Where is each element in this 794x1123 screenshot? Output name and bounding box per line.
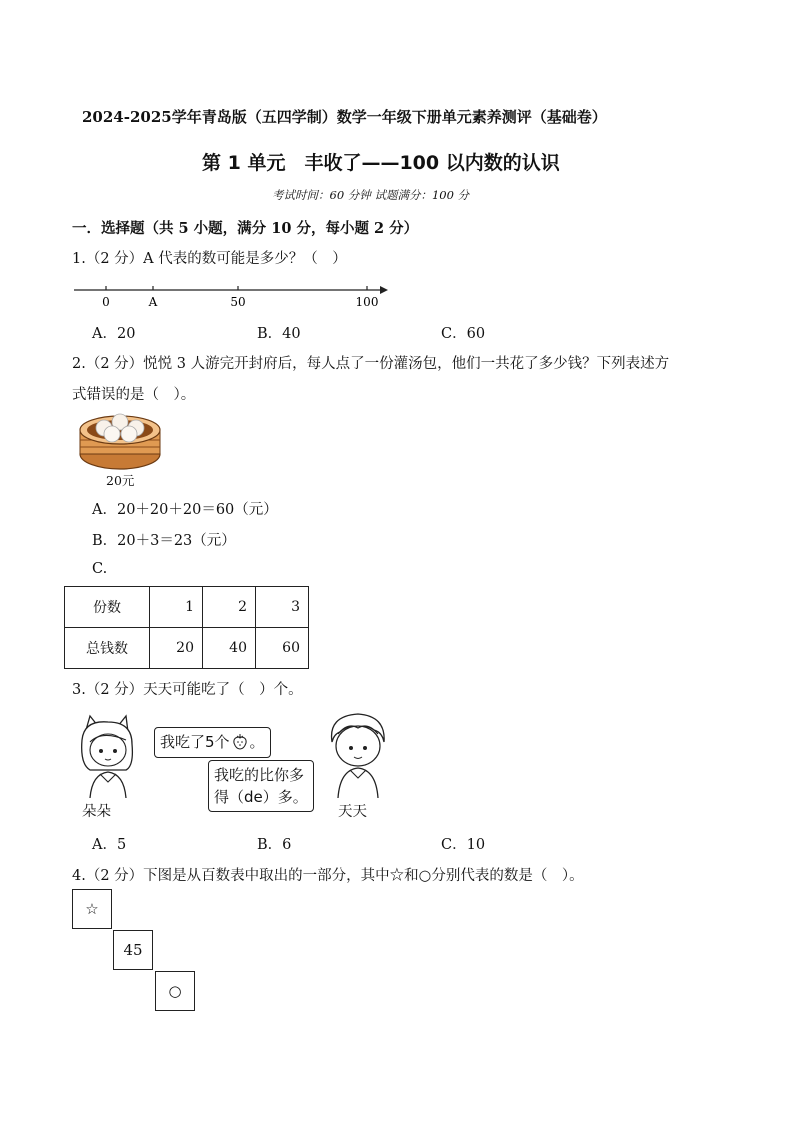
tick-label-0: 0 [102, 295, 110, 309]
hundred-chart-cell-star: ☆ [72, 889, 112, 929]
boy-illustration [322, 708, 394, 800]
table-cell: 20 [150, 628, 203, 669]
speech-bubble-girl [154, 727, 271, 758]
table-cell: 3 [256, 587, 309, 628]
q2-option-a[interactable]: A．20＋20＋20＝60（元） [92, 502, 278, 518]
boy-name-label: 天天 [338, 804, 367, 820]
question-2-stem-line1: 2.（2 分）悦悦 3 人游完开封府后，每人点了一份灌汤包，他们一共花了多少钱？下列表述方 [72, 356, 670, 372]
question-1-stem: 1.（2 分）A 代表的数可能是多少？（ ） [72, 251, 347, 267]
speech-bubble-boy [208, 760, 314, 812]
q1-option-b[interactable]: B．40 [257, 326, 301, 342]
q1-option-c[interactable]: C．60 [441, 326, 486, 342]
q1-option-a[interactable]: A．20 [92, 326, 136, 342]
q2-option-b[interactable]: B．20＋3＝23（元） [92, 533, 236, 549]
girl-name-label: 朵朵 [82, 804, 111, 820]
document-header: 2024-2025学年青岛版（五四学制）数学一年级下册单元素养测评（基础卷） [82, 108, 607, 126]
tick-label-a: A [148, 295, 158, 309]
tick-label-100: 100 [355, 295, 379, 309]
q3-option-b[interactable]: B．6 [257, 837, 292, 853]
bubble-boy-line1: 我吃的比你多 [214, 766, 305, 784]
bubble-girl-text: 我吃了5个 [160, 733, 230, 751]
exam-info: 考试时间：60 分钟 试题满分：100 分 [272, 188, 470, 202]
hundred-chart-cell-circle: ○ [155, 971, 195, 1011]
table-row [65, 628, 309, 669]
table-row [65, 587, 309, 628]
q3-option-c[interactable]: C．10 [441, 837, 486, 853]
table-cell: 总钱数 [65, 628, 150, 669]
section-title: 一．选择题（共 5 小题，满分 10 分，每小题 2 分） [72, 220, 419, 237]
bubble-boy-line2: 得（de）多。 [214, 788, 308, 806]
table-cell: 2 [203, 587, 256, 628]
question-4-stem: 4.（2 分）下图是从百数表中取出的一部分，其中☆和○分别代表的数是（ ）。 [72, 868, 584, 884]
number-line [70, 278, 400, 310]
table-cell: 60 [256, 628, 309, 669]
table-cell: 40 [203, 628, 256, 669]
bubble-girl-end: 。 [249, 733, 265, 751]
soup-dumpling-basket-image [76, 410, 164, 472]
price-table [64, 586, 309, 669]
question-2-stem-line2: 式错误的是（ ）。 [72, 387, 196, 403]
q3-option-a[interactable]: A．5 [92, 837, 127, 853]
price-label: 20元 [106, 473, 135, 488]
unit-title: 第 1 单元 丰收了——100 以内数的认识 [202, 152, 560, 174]
table-cell: 1 [150, 587, 203, 628]
strawberry-icon [232, 733, 248, 754]
question-3-stem: 3.（2 分）天天可能吃了（ ）个。 [72, 682, 303, 698]
tick-label-50: 50 [230, 295, 246, 309]
q2-option-c[interactable]: C. [92, 561, 108, 577]
girl-illustration [68, 710, 148, 802]
table-cell: 份数 [65, 587, 150, 628]
hundred-chart-cell-45: 45 [113, 930, 153, 970]
